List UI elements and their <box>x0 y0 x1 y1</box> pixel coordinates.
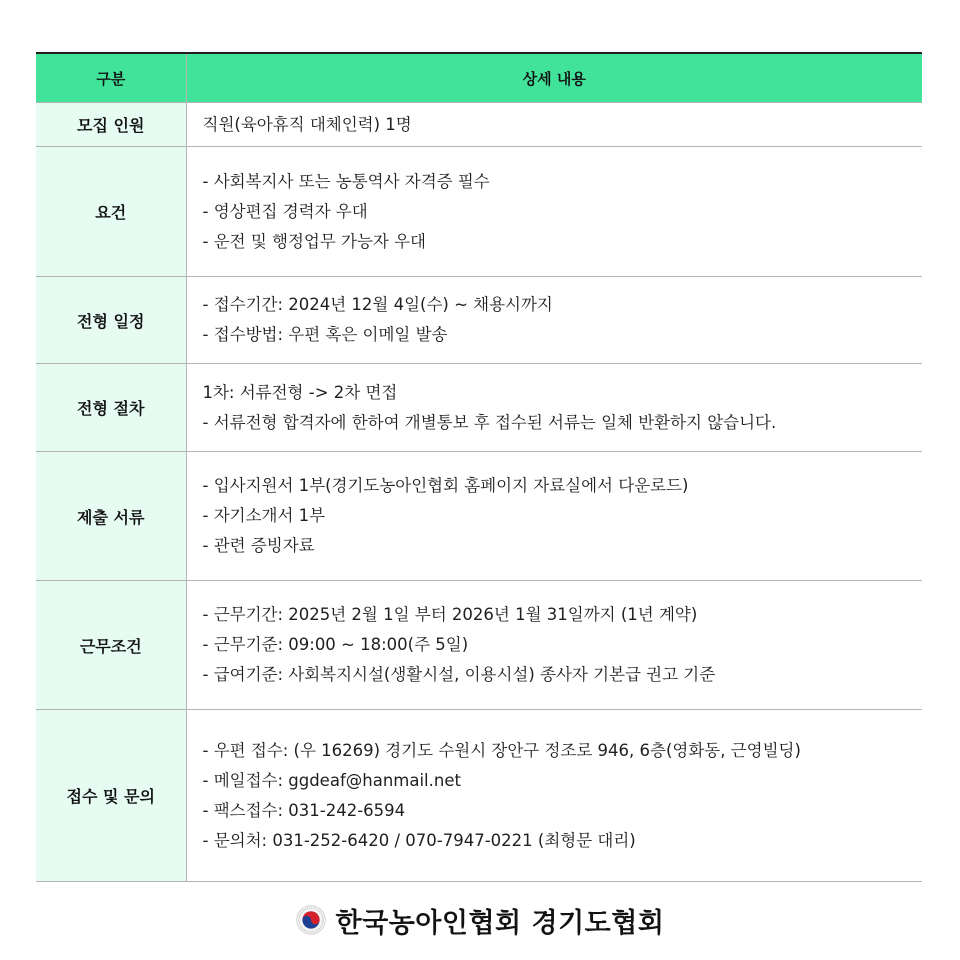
header-category: 구분 <box>36 53 186 103</box>
row-label: 전형 절차 <box>36 364 186 452</box>
row-label: 모집 인원 <box>36 103 186 147</box>
row-recruitment-count <box>36 103 922 147</box>
row-procedure <box>36 364 922 452</box>
row-schedule <box>36 277 922 364</box>
row-content <box>186 581 922 710</box>
row-work-conditions <box>36 581 922 710</box>
footer <box>0 896 960 944</box>
row-content <box>186 277 922 364</box>
content-line: - 문의처: 031-252-6420 / 070-7947-0221 (최형문 대리) <box>202 830 636 850</box>
row-application-inquiry <box>36 710 922 882</box>
row-content <box>186 364 922 452</box>
row-content <box>186 452 922 581</box>
row-requirements <box>36 147 922 277</box>
content-line: - 사회복지사 또는 농통역사 자격증 필수 <box>202 171 490 191</box>
content-line: - 자기소개서 1부 <box>202 506 326 525</box>
content-line: - 팩스접수: 031-242-6594 <box>202 800 406 820</box>
table-header-row <box>36 53 922 103</box>
row-content <box>186 147 922 277</box>
content-line: - 관련 증빙자료 <box>202 536 315 555</box>
content-line: 1차: 서류전형 -> 2차 면접 <box>202 382 398 402</box>
content-line: 직원(육아휴직 대체인력) 1명 <box>202 114 412 134</box>
content-line: - 영상편집 경력자 우대 <box>202 201 368 221</box>
row-content <box>186 103 922 147</box>
content-line: - 접수방법: 우편 혹은 이메일 발송 <box>202 325 448 344</box>
organization-name: 한국농아인협회 경기도협회 <box>335 907 665 939</box>
row-label: 접수 및 문의 <box>36 710 186 882</box>
row-label: 전형 일정 <box>36 277 186 364</box>
row-label: 요건 <box>36 147 186 277</box>
row-label: 제출 서류 <box>36 452 186 581</box>
content-line: - 접수기간: 2024년 12월 4일(수) ~ 채용시까지 <box>202 295 553 314</box>
header-details: 상세 내용 <box>186 53 922 103</box>
row-label: 근무조건 <box>36 581 186 710</box>
content-line: - 근무기간: 2025년 2월 1일 부터 2026년 1월 31일까지 (1년 계약) <box>202 605 698 624</box>
content-line: - 입사지원서 1부(경기도농아인협회 홈페이지 자료실에서 다운로드) <box>202 476 689 495</box>
content-line: - 근무기준: 09:00 ~ 18:00(주 5일) <box>202 635 469 654</box>
content-line: - 운전 및 행정업무 가능자 우대 <box>202 231 426 251</box>
row-content <box>186 710 922 882</box>
content-line: - 우편 접수: (우 16269) 경기도 수원시 장안구 정조로 946, 6층(영화동, 근영빌딩) <box>202 740 801 760</box>
row-documents <box>36 452 922 581</box>
content-line: - 급여기준: 사회복지시설(생활시설, 이용시설) 종사자 기본급 권고 기준 <box>202 665 716 684</box>
association-emblem-icon <box>296 905 326 935</box>
recruitment-info-table <box>36 52 922 882</box>
content-line: - 서류전형 합격자에 한하여 개별통보 후 접수된 서류는 일체 반환하지 않습니다. <box>202 412 777 432</box>
content-line: - 메일접수: ggdeaf@hanmail.net <box>202 770 461 790</box>
